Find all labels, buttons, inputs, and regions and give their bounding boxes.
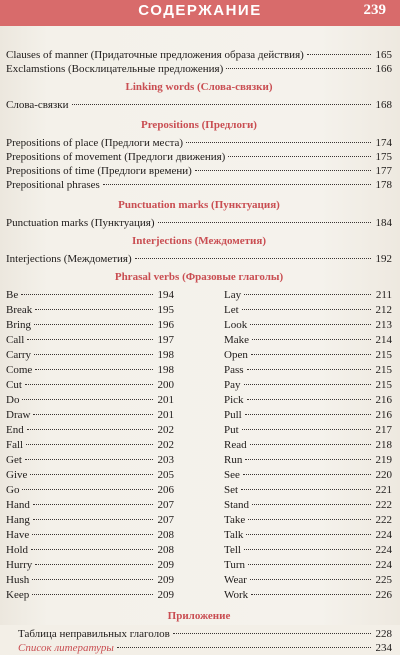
leader-dots xyxy=(245,459,371,460)
phrasal-verb-entry xyxy=(224,303,392,318)
phrasal-verb-page: 216 xyxy=(375,394,392,406)
toc-entry-page: 165 xyxy=(375,49,392,61)
phrasal-verb-page: 198 xyxy=(157,349,174,361)
phrasal-verb-page: 212 xyxy=(375,304,392,316)
leader-dots xyxy=(22,489,153,490)
phrasal-verb-page: 214 xyxy=(375,334,392,346)
phrasal-verb-entry xyxy=(224,423,392,438)
leader-dots xyxy=(252,504,371,505)
phrasal-verb-entry xyxy=(6,513,174,528)
phrasal-verb-title: See xyxy=(224,469,240,481)
phrasal-verb-entry xyxy=(6,453,174,468)
toc-entry-page: 184 xyxy=(375,217,392,229)
phrasal-verb-entry xyxy=(224,588,392,603)
phrasal-verb-page: 222 xyxy=(375,514,392,526)
phrasal-verb-entry xyxy=(6,348,174,363)
phrasal-verb-page: 197 xyxy=(157,334,174,346)
leader-dots xyxy=(243,474,371,475)
phrasal-verb-page: 209 xyxy=(157,574,174,586)
phrasal-verb-title: Read xyxy=(224,439,247,451)
leader-dots xyxy=(34,324,153,325)
leader-dots xyxy=(247,369,371,370)
phrasal-verb-page: 201 xyxy=(157,409,174,421)
phrasal-verb-page: 195 xyxy=(157,304,174,316)
leader-dots xyxy=(248,519,371,520)
leader-dots xyxy=(244,549,371,550)
phrasal-verb-entry xyxy=(224,573,392,588)
phrasal-verb-entry xyxy=(224,438,392,453)
leader-dots xyxy=(103,184,371,185)
phrasal-verb-title: Run xyxy=(224,454,243,466)
phrasal-verb-title: Be xyxy=(6,289,19,301)
toc-entry-title: Prepositions of place (Предлоги места) xyxy=(6,137,184,149)
leader-dots xyxy=(72,104,372,105)
phrasal-verb-entry xyxy=(224,528,392,543)
leader-dots xyxy=(247,399,371,400)
page-number: 239 xyxy=(363,2,386,18)
phrasal-verb-entry xyxy=(224,453,392,468)
phrasal-verb-page: 216 xyxy=(375,409,392,421)
toc-entry-page: 234 xyxy=(375,642,392,654)
phrasal-verb-entry xyxy=(6,588,174,603)
phrasal-verb-page: 217 xyxy=(375,424,392,436)
phrasal-verb-page: 224 xyxy=(375,559,392,571)
toc-entry-title: Prepositions of time (Предлоги времени) xyxy=(6,165,192,177)
phrasal-verb-page: 218 xyxy=(375,439,392,451)
phrasal-verb-title: Cut xyxy=(6,379,22,391)
toc-entry xyxy=(6,641,392,655)
phrasal-verb-title: Lay xyxy=(224,289,242,301)
section-heading-prepositions: Prepositions (Предлоги) xyxy=(141,119,257,131)
leader-dots xyxy=(252,339,371,340)
phrasal-verb-title: Work xyxy=(224,589,249,601)
phrasal-verb-entry xyxy=(224,363,392,378)
phrasal-verb-entry xyxy=(6,378,174,393)
phrasal-verb-entry xyxy=(6,303,174,318)
phrasal-verb-title: Hold xyxy=(6,544,28,556)
phrasal-verb-title: Go xyxy=(6,484,20,496)
leader-dots xyxy=(31,549,153,550)
phrasal-verb-entry xyxy=(6,333,174,348)
leader-dots xyxy=(195,170,371,171)
phrasal-verb-title: Pay xyxy=(224,379,241,391)
toc-entry-title: Таблица неправильных глаголов xyxy=(18,628,170,640)
leader-dots xyxy=(35,309,153,310)
phrasal-verb-title: Tell xyxy=(224,544,241,556)
phrasal-verb-title: Hush xyxy=(6,574,30,586)
phrasal-verbs-right-column xyxy=(224,288,392,603)
leader-dots xyxy=(250,579,371,580)
phrasal-verb-page: 207 xyxy=(157,499,174,511)
leader-dots xyxy=(26,444,153,445)
phrasal-verb-entry xyxy=(6,423,174,438)
phrasal-verb-entry xyxy=(224,483,392,498)
toc-entry xyxy=(6,252,392,266)
leader-dots xyxy=(186,142,371,143)
toc-entry-page: 178 xyxy=(375,179,392,191)
phrasal-verb-page: 215 xyxy=(375,349,392,361)
phrasal-verb-page: 221 xyxy=(375,484,392,496)
leader-dots xyxy=(34,354,153,355)
leader-dots xyxy=(33,504,153,505)
phrasal-verb-title: Hang xyxy=(6,514,30,526)
section-heading-interjections: Interjections (Междометия) xyxy=(132,235,266,247)
leader-dots xyxy=(32,579,153,580)
phrasal-verb-page: 211 xyxy=(375,289,392,301)
phrasal-verb-entry xyxy=(224,498,392,513)
phrasal-verb-title: Do xyxy=(6,394,20,406)
phrasal-verb-title: Break xyxy=(6,304,33,316)
phrasal-verb-entry xyxy=(6,573,174,588)
phrasal-verb-entry xyxy=(224,558,392,573)
phrasal-verb-title: Stand xyxy=(224,499,250,511)
toc-entry xyxy=(6,178,392,192)
toc-entry xyxy=(6,48,392,62)
phrasal-verb-page: 198 xyxy=(157,364,174,376)
toc-entry xyxy=(6,150,392,164)
toc-entry xyxy=(6,98,392,112)
phrasal-verb-entry xyxy=(224,513,392,528)
phrasal-verb-page: 202 xyxy=(157,439,174,451)
phrasal-verb-entry xyxy=(6,558,174,573)
phrasal-verb-page: 222 xyxy=(375,499,392,511)
phrasal-verb-page: 209 xyxy=(157,589,174,601)
phrasal-verb-page: 226 xyxy=(375,589,392,601)
phrasal-verb-entry xyxy=(224,288,392,303)
phrasal-verb-page: 207 xyxy=(157,514,174,526)
phrasal-verb-entry xyxy=(6,408,174,423)
section-heading-phrasal-verbs: Phrasal verbs (Фразовые глаголы) xyxy=(114,271,284,283)
phrasal-verb-page: 200 xyxy=(157,379,174,391)
leader-dots xyxy=(32,594,153,595)
toc-entry-title: Clauses of manner (Придаточные предложения образа действия) xyxy=(6,49,304,61)
leader-dots xyxy=(25,384,153,385)
phrasal-verb-entry xyxy=(6,468,174,483)
leader-dots xyxy=(242,309,371,310)
phrasal-verb-entry xyxy=(224,378,392,393)
leader-dots xyxy=(27,429,153,430)
phrasal-verb-entry xyxy=(224,543,392,558)
phrasal-verb-page: 213 xyxy=(375,319,392,331)
phrasal-verb-entry xyxy=(224,348,392,363)
phrasal-verb-entry xyxy=(6,393,174,408)
phrasal-verb-title: Bring xyxy=(6,319,32,331)
toc-entry-title: Prepositions of movement (Предлоги движения) xyxy=(6,151,226,163)
phrasal-verb-title: Put xyxy=(224,424,239,436)
leader-dots xyxy=(135,258,371,259)
leader-dots xyxy=(248,564,371,565)
phrasal-verb-page: 220 xyxy=(375,469,392,481)
phrasal-verb-entry xyxy=(224,318,392,333)
toc-entry xyxy=(6,627,392,641)
phrasal-verb-title: Set xyxy=(224,484,239,496)
leader-dots xyxy=(250,324,371,325)
phrasal-verb-page: 196 xyxy=(157,319,174,331)
leader-dots xyxy=(242,429,371,430)
leader-dots xyxy=(32,534,153,535)
phrasal-verb-title: Let xyxy=(224,304,239,316)
toc-entry-title: Слова-связки xyxy=(6,99,69,111)
phrasal-verb-title: Hurry xyxy=(6,559,33,571)
phrasal-verb-page: 215 xyxy=(375,364,392,376)
toc-entry-page: 175 xyxy=(375,151,392,163)
section-heading-punctuation: Punctuation marks (Пунктуация) xyxy=(118,199,280,211)
leader-dots xyxy=(30,474,153,475)
toc-entry-title: Exclamstions (Восклицательные предложения) xyxy=(6,63,224,75)
phrasal-verb-entry xyxy=(6,288,174,303)
phrasal-verb-page: 201 xyxy=(157,394,174,406)
phrasal-verb-title: Take xyxy=(224,514,246,526)
phrasal-verb-entry xyxy=(6,363,174,378)
phrasal-verb-title: End xyxy=(6,424,24,436)
leader-dots xyxy=(251,594,371,595)
phrasal-verb-entry xyxy=(224,408,392,423)
phrasal-verb-title: Draw xyxy=(6,409,31,421)
phrasal-verb-page: 224 xyxy=(375,544,392,556)
phrasal-verb-title: Look xyxy=(224,319,248,331)
leader-dots xyxy=(117,647,371,648)
toc-entry-page: 174 xyxy=(375,137,392,149)
phrasal-verb-page: 225 xyxy=(375,574,392,586)
phrasal-verb-page: 215 xyxy=(375,379,392,391)
phrasal-verb-title: Come xyxy=(6,364,33,376)
leader-dots xyxy=(251,354,371,355)
phrasal-verb-title: Carry xyxy=(6,349,32,361)
toc-entry xyxy=(6,62,392,76)
phrasal-verb-entry xyxy=(224,468,392,483)
phrasal-verb-page: 208 xyxy=(157,529,174,541)
leader-dots xyxy=(307,54,371,55)
leader-dots xyxy=(27,339,153,340)
phrasal-verb-title: Pick xyxy=(224,394,244,406)
phrasal-verb-entry xyxy=(6,438,174,453)
phrasal-verb-title: Fall xyxy=(6,439,24,451)
section-heading-linking-words: Linking words (Слова-связки) xyxy=(125,81,273,93)
phrasal-verb-entry xyxy=(6,318,174,333)
phrasal-verbs-left-column xyxy=(6,288,174,603)
toc-entry-title: Punctuation marks (Пунктуация) xyxy=(6,217,155,229)
phrasal-verb-title: Call xyxy=(6,334,25,346)
leader-dots xyxy=(173,633,371,634)
phrasal-verb-page: 209 xyxy=(157,559,174,571)
toc-entry-title: Список литературы xyxy=(18,642,114,654)
toc-entry-page: 228 xyxy=(375,628,392,640)
phrasal-verb-entry xyxy=(6,483,174,498)
phrasal-verb-entry xyxy=(6,498,174,513)
leader-dots xyxy=(35,564,153,565)
leader-dots xyxy=(241,489,371,490)
leader-dots xyxy=(226,68,371,69)
phrasal-verb-title: Have xyxy=(6,529,30,541)
table-of-contents xyxy=(6,48,392,655)
leader-dots xyxy=(35,369,153,370)
leader-dots xyxy=(33,519,153,520)
phrasal-verb-title: Get xyxy=(6,454,22,466)
phrasal-verb-entry xyxy=(6,528,174,543)
leader-dots xyxy=(21,294,153,295)
phrasal-verb-page: 205 xyxy=(157,469,174,481)
phrasal-verb-title: Keep xyxy=(6,589,30,601)
toc-entry-page: 168 xyxy=(375,99,392,111)
phrasal-verb-page: 194 xyxy=(157,289,174,301)
phrasal-verb-title: Make xyxy=(224,334,250,346)
phrasal-verb-entry xyxy=(224,393,392,408)
phrasal-verb-title: Talk xyxy=(224,529,244,541)
toc-entry-page: 166 xyxy=(375,63,392,75)
phrasal-verb-title: Wear xyxy=(224,574,247,586)
leader-dots xyxy=(244,294,371,295)
toc-entry-title: Prepositional phrases xyxy=(6,179,100,191)
toc-entry xyxy=(6,164,392,178)
leader-dots xyxy=(25,459,153,460)
phrasal-verb-title: Pull xyxy=(224,409,242,421)
phrasal-verbs-columns xyxy=(6,288,392,603)
phrasal-verb-title: Hand xyxy=(6,499,30,511)
phrasal-verb-page: 206 xyxy=(157,484,174,496)
phrasal-verb-title: Open xyxy=(224,349,248,361)
page-header xyxy=(0,0,400,26)
section-heading-appendix: Приложение xyxy=(167,610,231,622)
leader-dots xyxy=(158,222,371,223)
leader-dots xyxy=(33,414,153,415)
toc-entry-page: 177 xyxy=(375,165,392,177)
phrasal-verb-title: Turn xyxy=(224,559,245,571)
phrasal-verb-page: 208 xyxy=(157,544,174,556)
toc-entry xyxy=(6,216,392,230)
toc-entry-page: 192 xyxy=(375,253,392,265)
phrasal-verb-page: 224 xyxy=(375,529,392,541)
leader-dots xyxy=(246,534,371,535)
phrasal-verb-title: Give xyxy=(6,469,28,481)
phrasal-verb-page: 203 xyxy=(157,454,174,466)
phrasal-verb-page: 219 xyxy=(375,454,392,466)
phrasal-verb-page: 202 xyxy=(157,424,174,436)
leader-dots xyxy=(245,414,371,415)
page-title: СОДЕРЖАНИЕ xyxy=(138,2,262,19)
toc-entry xyxy=(6,136,392,150)
leader-dots xyxy=(228,156,371,157)
phrasal-verb-title: Pass xyxy=(224,364,244,376)
leader-dots xyxy=(244,384,372,385)
phrasal-verb-entry xyxy=(6,543,174,558)
leader-dots xyxy=(22,399,153,400)
toc-entry-title: Interjections (Междометия) xyxy=(6,253,132,265)
leader-dots xyxy=(250,444,371,445)
phrasal-verb-entry xyxy=(224,333,392,348)
